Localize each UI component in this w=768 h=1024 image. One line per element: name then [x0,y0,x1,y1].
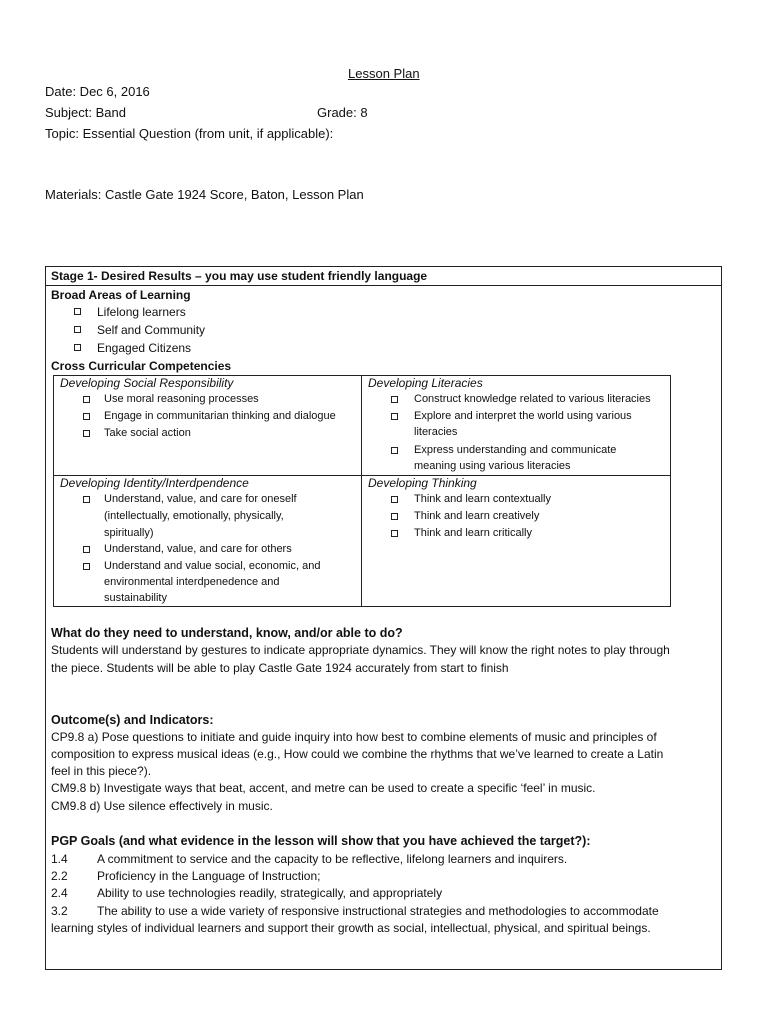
outcomes-heading: Outcome(s) and Indicators: [51,713,214,727]
checkbox-icon [391,530,398,537]
cell-item: Engage in communitarian thinking and dialogue [104,410,336,422]
page-title: Lesson Plan [348,66,420,81]
cell-item: Think and learn contextually [414,493,551,505]
checkbox-icon [391,447,398,454]
checkbox-icon [391,413,398,420]
lesson-topic: Topic: Essential Question (from unit, if applicable): [45,126,334,141]
understand-heading: What do they need to understand, know, and/or able to do? [51,626,403,640]
checkbox-icon [391,396,398,403]
broad-areas-heading: Broad Areas of Learning [51,288,191,302]
outcome-line: CP9.8 a) Pose questions to initiate and guide inquiry into how best to combine elements of music and principles of [51,730,657,744]
checkbox-icon [391,496,398,503]
checkbox-icon [74,308,81,315]
pgp-text: Ability to use technologies readily, strategically, and appropriately [97,886,443,900]
cell-title-identity: Developing Identity/Interdpendence [60,476,249,490]
cell-item: Take social action [104,427,191,439]
checkbox-icon [83,396,90,403]
stage1-heading-divider [45,285,722,286]
cell-item: Think and learn creatively [414,510,540,522]
cell-item: Think and learn critically [414,527,532,539]
lesson-date: Date: Dec 6, 2016 [45,84,150,99]
lesson-subject: Subject: Band [45,105,126,120]
outcome-line: CM9.8 b) Investigate ways that beat, accent, and metre can be used to create a specific ‘feel’ in music. [51,781,596,795]
cell-item-continued: literacies [414,426,458,438]
checkbox-icon [83,546,90,553]
understand-line: Students will understand by gestures to indicate appropriate dynamics. They will know the right notes to play through [51,643,670,657]
pgp-number: 3.2 [51,904,68,918]
checkbox-icon [74,344,81,351]
pgp-number: 2.4 [51,886,68,900]
checkbox-icon [83,413,90,420]
checkbox-icon [83,563,90,570]
pgp-text: The ability to use a wide variety of responsive instructional strategies and methodologies to accommodate [97,904,659,918]
cell-item: Understand, value, and care for others [104,543,292,555]
pgp-number: 1.4 [51,852,68,866]
cell-item: Express understanding and communicate [414,444,617,456]
broad-item: Engaged Citizens [97,341,192,355]
checkbox-icon [74,326,81,333]
checkbox-icon [83,430,90,437]
stage1-heading: Stage 1- Desired Results – you may use student friendly language [51,269,428,283]
cell-item-continued: meaning using various literacies [414,460,571,472]
cell-item: Use moral reasoning processes [104,393,259,405]
outcome-line: feel in this piece?). [51,764,152,778]
outcome-line: composition to express musical ideas (e.g., How could we combine the rhythms that we’ve learned to create a Latin [51,747,664,761]
pgp-number: 2.2 [51,869,68,883]
checkbox-icon [83,496,90,503]
cell-item: Construct knowledge related to various literacies [414,393,651,405]
pgp-text: A commitment to service and the capacity to be reflective, lifelong learners and inquirers. [97,852,568,866]
cell-item-continued: (intellectually, emotionally, physically, [104,510,284,522]
understand-line: the piece. Students will be able to play Castle Gate 1924 accurately from start to finish [51,661,509,675]
outcome-line: CM9.8 d) Use silence effectively in music. [51,799,273,813]
checkbox-icon [391,513,398,520]
lesson-materials: Materials: Castle Gate 1924 Score, Baton, Lesson Plan [45,187,364,202]
table-column-divider [361,375,362,607]
lesson-grade: Grade: 8 [317,105,368,120]
cell-item: Understand, value, and care for oneself [104,493,297,505]
cell-title-literacies: Developing Literacies [368,376,483,390]
pgp-text: Proficiency in the Language of Instruction; [97,869,321,883]
pgp-heading: PGP Goals (and what evidence in the lesson will show that you have achieved the target?): [51,834,591,848]
broad-item: Self and Community [97,323,206,337]
cell-item-continued: environmental interdpenedence and [104,576,280,588]
cell-item: Understand and value social, economic, and [104,560,321,572]
cell-title-social: Developing Social Responsibility [60,376,234,390]
cell-item: Explore and interpret the world using various [414,410,632,422]
pgp-text-continued: learning styles of individual learners and support their growth as social, intellectual, physical, and spiritual beings. [51,921,651,935]
cell-title-thinking: Developing Thinking [368,476,477,490]
cross-curricular-heading: Cross Curricular Competencies [51,359,232,373]
broad-item: Lifelong learners [97,305,186,319]
cell-item-continued: sustainability [104,592,167,604]
cell-item-continued: spiritually) [104,527,154,539]
